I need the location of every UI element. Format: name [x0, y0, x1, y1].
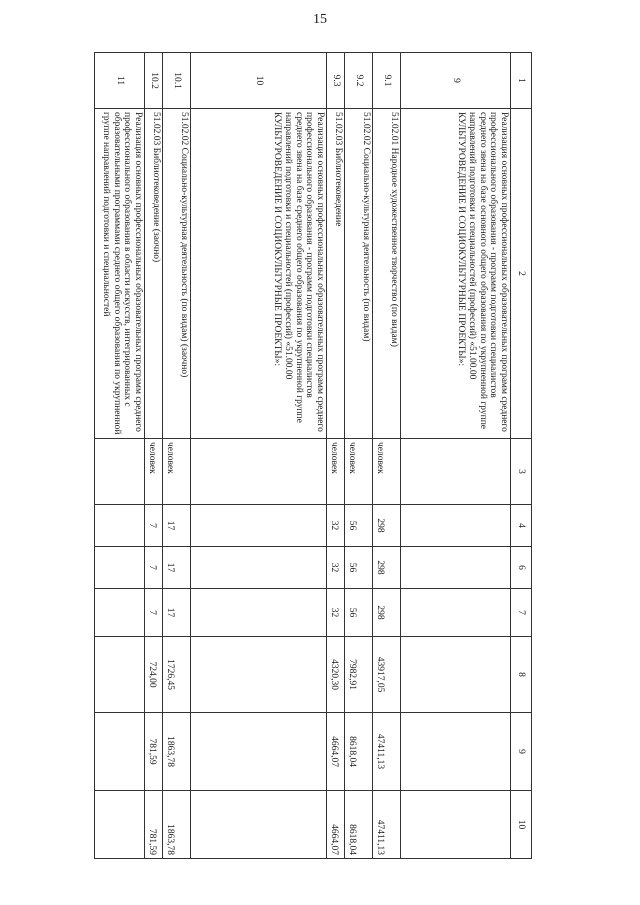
- row-col4: [191, 505, 327, 547]
- row-name: 51.02.03 Библиотековедение (заочно): [145, 109, 163, 439]
- table-row: [145, 53, 163, 859]
- row-name: Реализация основных профессиональных образовательных программ среднего профессионального образования - программ подготовки специалистов среднего звена на базе основного общего образования по укрупненной группе направлений подготовки и специальностей (профессий) «51.00.00 КУЛЬТУРОВЕДЕНИЕ И СОЦИОКУЛЬТУРНЫЕ ПРОЕКТЫ»:: [401, 109, 511, 439]
- row-unit: человек: [163, 439, 191, 505]
- row-name: Реализация основных профессиональных образовательных программ среднего профессионального образования в области искусств, интегрированных с образовательными программами среднего общего образования по укрупненной группе направлений подготовки и специальностей: [95, 109, 145, 439]
- row-col6: [95, 547, 145, 589]
- row-number: 9: [401, 53, 511, 109]
- row-col8: 43917,05: [373, 637, 401, 713]
- table-row: [345, 53, 373, 859]
- header-cell: 8: [511, 637, 532, 713]
- row-col6: 7: [145, 547, 163, 589]
- row-col7: 56: [345, 589, 373, 637]
- table-row: [373, 53, 401, 859]
- row-col6: [191, 547, 327, 589]
- row-col7: [401, 589, 511, 637]
- header-cell: 10: [511, 791, 532, 859]
- header-cell: 2: [511, 109, 532, 439]
- row-col10: 4664,07: [327, 791, 345, 859]
- row-col7: 32: [327, 589, 345, 637]
- row-col4: 7: [145, 505, 163, 547]
- budget-table: [94, 52, 532, 859]
- row-col10: 781,59: [145, 791, 163, 859]
- row-number: 10: [191, 53, 327, 109]
- row-number: 9.2: [345, 53, 373, 109]
- row-name: 51.02.02 Социально-культурная деятельность (по видам): [345, 109, 373, 439]
- row-unit: человек: [327, 439, 345, 505]
- table-row: [327, 53, 345, 859]
- header-row: [511, 53, 532, 859]
- row-col7: 7: [145, 589, 163, 637]
- row-number: 11: [95, 53, 145, 109]
- row-col4: 17: [163, 505, 191, 547]
- row-col10: 47411,13: [373, 791, 401, 859]
- row-number: 9.3: [327, 53, 345, 109]
- row-col6: 298: [373, 547, 401, 589]
- header-cell: 3: [511, 439, 532, 505]
- row-col9: 4664,07: [327, 713, 345, 791]
- row-col9: 1863,78: [163, 713, 191, 791]
- row-unit: человек: [373, 439, 401, 505]
- row-unit: человек: [345, 439, 373, 505]
- row-col4: [95, 505, 145, 547]
- row-unit: человек: [145, 439, 163, 505]
- row-col7: 298: [373, 589, 401, 637]
- table-row: [401, 53, 511, 859]
- header-cell: 6: [511, 547, 532, 589]
- row-col6: 17: [163, 547, 191, 589]
- row-col10: [191, 791, 327, 859]
- row-col10: 1863,78: [163, 791, 191, 859]
- row-name: 51.02.01 Народное художественное творчество (по видам): [373, 109, 401, 439]
- row-col9: [401, 713, 511, 791]
- row-unit: [95, 439, 145, 505]
- row-col8: 724,00: [145, 637, 163, 713]
- table-row: [163, 53, 191, 859]
- table-row: [95, 53, 145, 859]
- row-name: 51.02.02 Социально-культурная деятельность (по видам) (заочно): [163, 109, 191, 439]
- row-unit: [401, 439, 511, 505]
- row-col9: [191, 713, 327, 791]
- row-col8: 1726,45: [163, 637, 191, 713]
- row-number: 10.1: [163, 53, 191, 109]
- row-col8: [95, 637, 145, 713]
- header-cell: 9: [511, 713, 532, 791]
- header-cell: 1: [511, 53, 532, 109]
- row-col7: 17: [163, 589, 191, 637]
- row-col4: 298: [373, 505, 401, 547]
- row-col8: 7982,91: [345, 637, 373, 713]
- row-col4: [401, 505, 511, 547]
- row-number: 10.2: [145, 53, 163, 109]
- row-col9: [95, 713, 145, 791]
- row-number: 9.1: [373, 53, 401, 109]
- row-col6: 56: [345, 547, 373, 589]
- row-col10: [95, 791, 145, 859]
- row-col4: 32: [327, 505, 345, 547]
- row-col8: 4320,30: [327, 637, 345, 713]
- row-col9: 781,59: [145, 713, 163, 791]
- row-name: 51.02.03 Библиотековедение: [327, 109, 345, 439]
- row-col9: 47411,13: [373, 713, 401, 791]
- row-col6: [401, 547, 511, 589]
- row-col9: 8618,04: [345, 713, 373, 791]
- row-unit: [191, 439, 327, 505]
- row-col7: [95, 589, 145, 637]
- rotated-table-container: [94, 52, 532, 858]
- row-col8: [191, 637, 327, 713]
- header-cell: 4: [511, 505, 532, 547]
- row-col10: 8618,04: [345, 791, 373, 859]
- page-number: 15: [313, 12, 327, 27]
- row-col7: [191, 589, 327, 637]
- row-col8: [401, 637, 511, 713]
- row-col6: 32: [327, 547, 345, 589]
- row-col10: [401, 791, 511, 859]
- header-cell: 7: [511, 589, 532, 637]
- row-col4: 56: [345, 505, 373, 547]
- row-name: Реализация основных профессиональных образовательных программ среднего профессионального образования - программ подготовки специалистов среднего звена на базе среднего общего образования по укрупненной группе направлений подготовки и специальностей (профессий) «51.00.00 КУЛЬТУРОВЕДЕНИЕ И СОЦИОКУЛЬТУРНЫЕ ПРОЕКТЫ»:: [191, 109, 327, 439]
- table-row: [191, 53, 327, 859]
